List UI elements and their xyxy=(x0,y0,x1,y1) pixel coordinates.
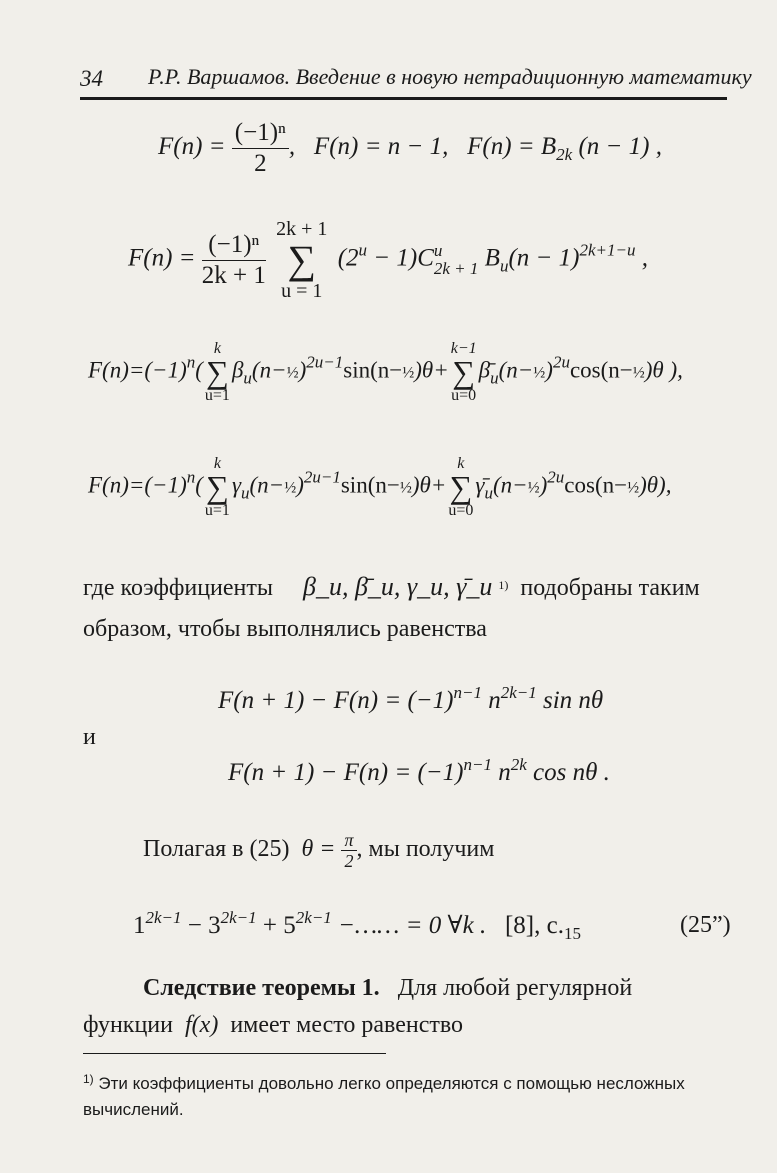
eq3-sum1 xyxy=(205,340,230,404)
eq2-tail: , xyxy=(641,244,648,272)
substitute-suffix: , мы получим xyxy=(356,836,495,863)
substitute-theta: θ = xyxy=(301,836,336,863)
eq3-half-1: ½ xyxy=(286,364,299,382)
eq4-t1a-sub: u xyxy=(241,483,250,503)
where-list: β_u, β̄_u, γ_u, γ̄_u xyxy=(303,572,493,601)
eq4-t2a: γ̄ xyxy=(475,472,485,498)
eq5-a-sup: n−1 xyxy=(453,683,482,702)
eq4-half-4: ½ xyxy=(627,479,640,497)
where-prefix: где коэффициенты xyxy=(83,575,274,601)
eq7-ref: [8], с. xyxy=(504,912,564,939)
eq3-t1d: sin(n− xyxy=(343,357,403,383)
eq4-sum2-bottom: u=0 xyxy=(448,502,474,519)
eq7-b: − 3 xyxy=(181,912,221,939)
eq4-sum1-bottom: u=1 xyxy=(204,502,230,519)
corollary-title: Следствие теоремы 1. xyxy=(143,975,380,1001)
eq2-sum-top: 2k + 1 xyxy=(276,218,328,240)
footnote-mark: 1) xyxy=(83,1072,94,1086)
eq3-sum2-bottom: u=0 xyxy=(451,387,477,404)
eq3-sum1-bottom: u=1 xyxy=(204,387,230,404)
eq4-half-2: ½ xyxy=(399,479,412,497)
eq3-t2c-sup: 2u xyxy=(552,352,570,372)
eq5-b-sup: 2k−1 xyxy=(500,683,537,702)
eq3-open: ( xyxy=(195,357,203,383)
corollary-fx: f(x) xyxy=(185,1012,219,1038)
eq2-body1: (2 xyxy=(337,244,359,272)
sigma-icon: ∑ xyxy=(452,354,476,390)
eq3-t2b: (n− xyxy=(498,357,534,383)
eq7-ref-sub: 15 xyxy=(563,924,581,943)
page-header xyxy=(80,58,752,98)
eq6-b: n xyxy=(491,759,511,786)
eq4-sum2-top: k xyxy=(457,455,465,472)
eq7-c: + 5 xyxy=(256,912,296,939)
eq3-t1b: (n− xyxy=(251,357,287,383)
eq2-body2-sup: u xyxy=(433,241,443,260)
eq2-body3: B xyxy=(478,244,500,272)
sigma-icon: ∑ xyxy=(206,469,229,505)
eq1-fraction xyxy=(232,118,289,179)
eq1-f3-lhs: F(n) = B xyxy=(467,133,557,161)
eq7-b-sup: 2k−1 xyxy=(220,908,257,927)
pi-half-fraction xyxy=(341,830,356,871)
eq4-sum1 xyxy=(205,455,230,519)
eq3-sum2 xyxy=(451,340,477,404)
eq2-lhs: F(n) = xyxy=(128,244,196,272)
and-word: и xyxy=(83,724,96,750)
eq2-body2: − 1)C xyxy=(367,244,434,272)
corollary-line2 xyxy=(83,1012,463,1039)
eq4-t2e: )θ), xyxy=(639,472,672,498)
eq2-sum xyxy=(276,218,327,302)
corollary-line1 xyxy=(143,975,632,1002)
pi-num: π xyxy=(341,830,356,851)
eq4-open: ( xyxy=(195,472,203,498)
eq1-f1-lhs: F(n) = xyxy=(158,133,226,161)
where-suffix: подобраны таким xyxy=(520,575,700,601)
eq4-sum1-top: k xyxy=(213,455,221,472)
equation-difference-cos xyxy=(228,755,610,787)
eq4-t2b: (n− xyxy=(492,472,528,498)
eq3-t2a-sub: u xyxy=(490,368,499,388)
eq3-half-3: ½ xyxy=(533,364,546,382)
eq5-b: n xyxy=(481,687,501,714)
equation-number-25: (25”) xyxy=(680,912,731,938)
eq3-t2e: )θ ), xyxy=(644,357,683,383)
footnote xyxy=(83,1066,723,1123)
where-footnote-mark: 1) xyxy=(498,578,509,592)
footnote-rule xyxy=(83,1053,386,1054)
eq3-t2d: cos(n− xyxy=(569,357,633,383)
eq4-t1b: (n− xyxy=(249,472,285,498)
eq4-lhs-sup: n xyxy=(186,467,196,487)
eq3-sum1-top: k xyxy=(213,340,221,357)
substitute-prefix: Полагая в (25) xyxy=(143,836,290,863)
eq5-a: F(n + 1) − F(n) = (−1) xyxy=(218,687,454,714)
eq4-t2d: cos(n− xyxy=(564,472,628,498)
eq6-a: F(n + 1) − F(n) = (−1) xyxy=(228,759,464,786)
running-title: Р.Р. Варшамов. Введение в новую нетрадиционную математику xyxy=(148,64,752,89)
page-number: 34 xyxy=(80,66,103,91)
header-rule xyxy=(80,97,727,100)
eq3-t2a: β̄ xyxy=(478,357,491,383)
coefficients-sentence xyxy=(83,572,700,602)
eq1-frac-den: 2 xyxy=(254,150,267,177)
corollary-line2-a: функции xyxy=(83,1012,173,1038)
eq2-frac-num: (−1)ⁿ xyxy=(202,230,266,261)
eq2-sum-bottom: u = 1 xyxy=(281,280,323,302)
eq4-t1c: ) xyxy=(296,472,304,498)
sigma-icon: ∑ xyxy=(206,354,229,390)
eq5-c: sin nθ xyxy=(536,687,604,714)
eq6-b-sup: 2k xyxy=(510,755,527,774)
eq1-frac-num: (−1)ⁿ xyxy=(232,118,289,149)
corollary-rest: Для любой регулярной xyxy=(397,975,633,1001)
eq2-body3-sub: u xyxy=(499,256,509,276)
sigma-icon: ∑ xyxy=(287,237,317,282)
eq2-body2-sub: 2k + 1 xyxy=(433,259,479,278)
eq7-d: −…… = 0 ∀k . xyxy=(331,912,487,939)
eq7-a-sup: 2k−1 xyxy=(145,908,182,927)
eq4-half-3: ½ xyxy=(527,479,540,497)
eq3-t1c: ) xyxy=(298,357,307,383)
eq4-lhs: F(n)=(−1) xyxy=(88,472,187,498)
eq3-sum2-top: k−1 xyxy=(450,340,477,357)
eq6-a-sup: n−1 xyxy=(463,755,492,774)
eq2-body4: (n − 1) xyxy=(508,244,580,272)
eq2-body4-sup: 2k+1−u xyxy=(579,240,636,260)
eq3-lhs: F(n)=(−1) xyxy=(88,357,187,383)
pi-den: 2 xyxy=(344,851,354,871)
eq3-t1a: β xyxy=(231,357,244,383)
eq4-t1a: γ xyxy=(231,472,242,498)
eq6-c: cos nθ . xyxy=(526,759,610,786)
eq1-sep: , xyxy=(288,133,296,161)
eq7-a: 1 xyxy=(133,912,146,939)
eq4-t2c: ) xyxy=(539,472,548,498)
eq1-f3-rest: (n − 1) , xyxy=(578,133,662,161)
eq3-half-2: ½ xyxy=(402,364,415,382)
eq2-c-scripts xyxy=(434,242,479,278)
eq2-body1-sup: u xyxy=(358,240,368,260)
coefficients-sentence-line2: образом, чтобы выполнялись равенства xyxy=(83,616,487,642)
eq4-sum2 xyxy=(448,455,473,519)
eq7-c-sup: 2k−1 xyxy=(295,908,332,927)
corollary-line2-b: имеет место равенство xyxy=(230,1012,464,1038)
eq4-t1c-sup: 2u−1 xyxy=(303,467,341,487)
equation-f-gamma xyxy=(88,455,671,519)
eq2-fraction xyxy=(202,230,266,291)
equation-difference-sin xyxy=(218,683,603,715)
eq3-t1c-sup: 2u−1 xyxy=(306,352,344,372)
equation-f-beta xyxy=(88,340,683,404)
equation-f-examples xyxy=(158,118,662,179)
eq4-t1d: sin(n− xyxy=(340,472,400,498)
eq4-t1e: )θ+ xyxy=(411,472,447,498)
footnote-text: Эти коэффициенты довольно легко определяются с помощью несложных вычислений. xyxy=(83,1074,685,1119)
eq3-half-4: ½ xyxy=(632,364,645,382)
eq4-t2c-sup: 2u xyxy=(547,467,565,487)
eq3-t2c: ) xyxy=(545,357,553,383)
eq4-half-1: ½ xyxy=(284,479,297,497)
eq4-t2a-sub: u xyxy=(484,483,493,503)
eq2-frac-den: 2k + 1 xyxy=(201,261,266,289)
equation-alternating-series xyxy=(133,908,581,944)
eq1-f2: F(n) = n − 1, xyxy=(313,133,449,161)
eq3-lhs-sup: n xyxy=(186,352,196,372)
sigma-icon: ∑ xyxy=(449,469,473,505)
eq1-f3-sub: 2k xyxy=(556,145,573,165)
substitution-sentence xyxy=(143,830,494,871)
eq3-t1a-sub: u xyxy=(243,368,252,388)
eq3-t1e: )θ+ xyxy=(414,357,449,383)
equation-f-sum xyxy=(128,218,648,302)
